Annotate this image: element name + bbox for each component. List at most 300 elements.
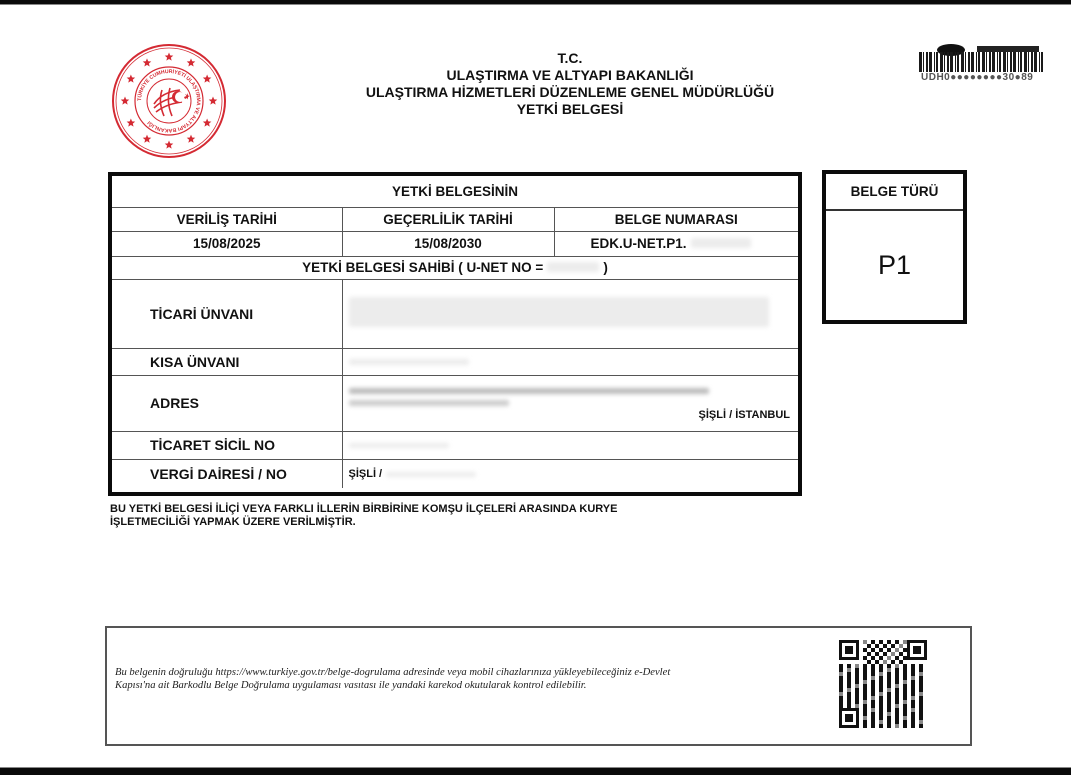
qr-module [911, 672, 915, 676]
qr-module [863, 696, 867, 700]
seal-star [143, 135, 152, 143]
owner-heading-text: YETKİ BELGESİ SAHİBİ ( U-NET NO = [302, 260, 544, 275]
qr-module [871, 640, 875, 644]
qr-module [919, 720, 923, 724]
document-number-value [554, 231, 798, 256]
qr-module [903, 676, 907, 680]
qr-module [903, 716, 907, 720]
qr-module [855, 680, 859, 684]
qr-module [903, 672, 907, 676]
qr-module [887, 664, 891, 668]
barcode-bar [968, 52, 970, 72]
barcode-bar [944, 52, 945, 72]
qr-module [863, 688, 867, 692]
qr-module [839, 692, 843, 696]
barcode-bar [947, 52, 949, 72]
qr-module [911, 700, 915, 704]
qr-module [839, 676, 843, 680]
qr-module [911, 720, 915, 724]
qr-module [879, 696, 883, 700]
qr-module [863, 640, 867, 644]
qr-module [883, 644, 887, 648]
qr-module [871, 684, 875, 688]
table-row [112, 431, 798, 459]
qr-module [903, 700, 907, 704]
qr-module [895, 664, 899, 668]
seal-star [187, 135, 196, 143]
qr-module [911, 716, 915, 720]
qr-module [871, 704, 875, 708]
tax-office-text: ŞİŞLİ / [348, 467, 383, 480]
qr-module [875, 652, 879, 656]
qr-module [911, 712, 915, 716]
qr-module [887, 676, 891, 680]
barcode-bar [936, 52, 938, 72]
barcode-bar [1031, 52, 1033, 72]
qr-module [887, 692, 891, 696]
header-directorate: ULAŞTIRMA HİZMETLERİ DÜZENLEME GENEL MÜDÜRLÜĞÜ [365, 84, 775, 100]
qr-module [887, 640, 891, 644]
qr-module [919, 708, 923, 712]
barcode-bar [982, 52, 985, 72]
qr-module [879, 684, 883, 688]
qr-module [895, 680, 899, 684]
qr-module [839, 680, 843, 684]
document-type-label: BELGE TÜRÜ [826, 174, 963, 211]
qr-module [855, 696, 859, 700]
seal-star [165, 141, 174, 149]
qr-module [879, 648, 883, 652]
qr-module [911, 692, 915, 696]
verification-text [115, 666, 815, 692]
qr-module [839, 688, 843, 692]
qr-module [879, 664, 883, 668]
qr-module [895, 716, 899, 720]
short-name-value [342, 348, 798, 375]
redacted-trade-registry [349, 443, 449, 448]
qr-module [863, 684, 867, 688]
redacted-unet-number [547, 262, 599, 272]
barcode-bar [986, 52, 987, 72]
qr-module [847, 704, 851, 708]
qr-module [903, 680, 907, 684]
barcode-bar [1010, 52, 1012, 72]
qr-module [863, 704, 867, 708]
qr-module [887, 724, 891, 728]
qr-module [887, 720, 891, 724]
barcode-bar [965, 52, 966, 72]
qr-module [871, 680, 875, 684]
qr-module [895, 700, 899, 704]
qr-module [871, 672, 875, 676]
qr-module [839, 672, 843, 676]
qr-module [911, 704, 915, 708]
qr-module [883, 652, 887, 656]
qr-module [871, 716, 875, 720]
seal-star [127, 75, 136, 83]
qr-module [903, 648, 907, 652]
qr-module [919, 724, 923, 728]
qr-module [919, 668, 923, 672]
qr-module [895, 696, 899, 700]
barcode-bar [1024, 52, 1027, 72]
short-name-label: KISA ÜNVANI [112, 348, 342, 375]
seal-star [121, 97, 130, 105]
qr-module [863, 708, 867, 712]
qr-module [887, 708, 891, 712]
barcode-bar [971, 52, 974, 72]
barcode-number: UDH0●●●●●●●●30●89 [921, 72, 1034, 83]
qr-module [883, 660, 887, 664]
qr-module [875, 644, 879, 648]
qr-module [911, 668, 915, 672]
qr-module [919, 692, 923, 696]
barcode-bar [976, 52, 977, 72]
qr-module [879, 724, 883, 728]
qr-module [871, 720, 875, 724]
qr-module [839, 664, 843, 668]
qr-module [895, 648, 899, 652]
qr-module [863, 724, 867, 728]
barcode [915, 38, 1050, 86]
notice-line-2: İŞLETMECİLİĞİ YAPMAK ÜZERE VERİLMİŞTİR. [110, 516, 356, 528]
barcode-bar [934, 52, 935, 72]
qr-module [879, 692, 883, 696]
redacted-short-name [349, 359, 469, 365]
qr-module [847, 684, 851, 688]
qr-module [855, 704, 859, 708]
qr-module [895, 688, 899, 692]
qr-module [919, 704, 923, 708]
qr-module [903, 704, 907, 708]
qr-module [871, 688, 875, 692]
qr-module [855, 672, 859, 676]
authorization-notice [110, 503, 750, 529]
qr-module [895, 672, 899, 676]
qr-module [895, 656, 899, 660]
barcode-bar [955, 52, 956, 72]
qr-module [871, 676, 875, 680]
qr-module [875, 660, 879, 664]
seal-star [203, 75, 212, 83]
document-type-value: P1 [877, 249, 912, 280]
qr-module [919, 664, 923, 668]
notice-line-1: BU YETKİ BELGESİ İLİÇİ VEYA FARKLI İLLERİN BİRBİRİNE KOMŞU İLÇELERİ ARASINDA KURYE [110, 503, 618, 515]
qr-module [871, 696, 875, 700]
col-validity-date-header: GEÇERLİLİK TARİHİ [342, 207, 554, 231]
qr-module [879, 688, 883, 692]
barcode-bar [926, 52, 928, 72]
ministry-seal-icon [110, 42, 228, 160]
qr-module [887, 716, 891, 720]
qr-module [855, 684, 859, 688]
qr-module [903, 640, 907, 644]
header-document-title: YETKİ BELGESİ [516, 101, 624, 117]
qr-module [847, 688, 851, 692]
seal-star [127, 119, 136, 127]
barcode-bar [1028, 52, 1029, 72]
qr-module [887, 672, 891, 676]
barcode-bar [1003, 52, 1006, 72]
barcode-bar [1018, 52, 1019, 72]
qr-module [895, 712, 899, 716]
qr-module [911, 696, 915, 700]
seal-star [209, 97, 218, 105]
qr-module [847, 696, 851, 700]
barcode-bar [923, 52, 924, 72]
qr-module [847, 680, 851, 684]
address-value [342, 375, 798, 431]
qr-module [919, 688, 923, 692]
qr-module [887, 700, 891, 704]
qr-module [895, 676, 899, 680]
qr-module [895, 684, 899, 688]
qr-module [903, 656, 907, 660]
frame-bottom-border [0, 768, 1071, 775]
qr-module [887, 704, 891, 708]
qr-module [879, 704, 883, 708]
table-title: YETKİ BELGESİNİN [112, 176, 798, 207]
validity-date-value: 15/08/2030 [342, 231, 554, 256]
qr-module [847, 664, 851, 668]
barcode-bar [929, 52, 932, 72]
qr-module [879, 640, 883, 644]
qr-module [879, 712, 883, 716]
owner-heading [112, 256, 798, 279]
qr-module [895, 724, 899, 728]
barcode-bar [957, 52, 959, 72]
qr-module [855, 700, 859, 704]
qr-module [887, 696, 891, 700]
qr-module [839, 668, 843, 672]
barcode-bar [989, 52, 991, 72]
qr-module [911, 684, 915, 688]
barcode-bar [999, 52, 1001, 72]
address-label: ADRES [112, 375, 342, 431]
barcode-bar [1041, 52, 1043, 72]
qr-module [891, 644, 895, 648]
redacted-address-line1 [349, 388, 709, 394]
trade-registry-label: TİCARET SİCİL NO [112, 431, 342, 459]
barcode-bar [1020, 52, 1022, 72]
barcode-bar [950, 52, 953, 72]
qr-module [839, 700, 843, 704]
qr-module [879, 708, 883, 712]
seal-ring-text: TÜRKİYE CUMHURİYETİ ULAŞTIRMA VE ALTYAPI BAKANLIĞI [136, 68, 202, 134]
qr-module [863, 676, 867, 680]
qr-module [863, 668, 867, 672]
qr-module [863, 648, 867, 652]
qr-module [871, 664, 875, 668]
tax-office-value [342, 459, 798, 488]
qr-module [895, 704, 899, 708]
qr-module [887, 680, 891, 684]
verification-line-1: Bu belgenin doğruluğu https://www.turkiye.gov.tr/belge-dogrulama adresinde veya mobil cihazlarınıza yükleyebileceğiniz e-Devlet [115, 667, 671, 678]
qr-module [887, 648, 891, 652]
redacted-address-line2 [349, 400, 509, 406]
qr-module [879, 676, 883, 680]
qr-module [903, 668, 907, 672]
qr-module [863, 716, 867, 720]
qr-module [919, 700, 923, 704]
qr-module [903, 688, 907, 692]
seal-star [187, 58, 196, 66]
barcode-bar [1007, 52, 1008, 72]
barcode-bar [919, 52, 922, 72]
qr-module [895, 692, 899, 696]
document-header [330, 50, 810, 118]
qr-code-icon[interactable] [839, 640, 927, 728]
header-ministry: ULAŞTIRMA VE ALTYAPI BAKANLIĞI [446, 67, 694, 83]
trade-name-value [342, 279, 798, 348]
barcode-icon [917, 44, 1047, 74]
redacted-document-number [691, 238, 751, 248]
qr-module [863, 672, 867, 676]
qr-module [919, 696, 923, 700]
qr-module [903, 708, 907, 712]
qr-module [895, 720, 899, 724]
qr-module [867, 652, 871, 656]
table-row [112, 348, 798, 375]
qr-module [919, 676, 923, 680]
qr-module [887, 684, 891, 688]
qr-module [855, 688, 859, 692]
qr-module [903, 696, 907, 700]
address-district-city: ŞİŞLİ / İSTANBUL [698, 409, 790, 421]
barcode-bar [1034, 52, 1037, 72]
barcode-bar [992, 52, 995, 72]
qr-module [847, 668, 851, 672]
qr-module [855, 664, 859, 668]
qr-module [903, 692, 907, 696]
qr-module [919, 716, 923, 720]
qr-module [891, 660, 895, 664]
qr-module [911, 688, 915, 692]
qr-module [871, 692, 875, 696]
qr-module [919, 712, 923, 716]
qr-module [879, 716, 883, 720]
qr-module [887, 688, 891, 692]
qr-module [847, 676, 851, 680]
owner-heading-close: ) [603, 260, 608, 275]
qr-module [895, 640, 899, 644]
qr-module [899, 660, 903, 664]
qr-module [919, 672, 923, 676]
qr-module [863, 680, 867, 684]
qr-module [855, 676, 859, 680]
qr-module [867, 660, 871, 664]
barcode-bar [997, 52, 998, 72]
qr-module [903, 712, 907, 716]
qr-module [871, 656, 875, 660]
qr-module [871, 648, 875, 652]
qr-module [879, 680, 883, 684]
qr-module [855, 692, 859, 696]
qr-module [911, 680, 915, 684]
qr-module [863, 712, 867, 716]
document-number-text: EDK.U-NET.P1. [590, 236, 687, 251]
verification-box [105, 626, 972, 746]
qr-module [871, 708, 875, 712]
qr-module [895, 708, 899, 712]
qr-module [867, 644, 871, 648]
qr-module [903, 724, 907, 728]
qr-module [903, 720, 907, 724]
table-row [112, 279, 798, 348]
qr-module [847, 692, 851, 696]
qr-module [911, 708, 915, 712]
qr-module [919, 684, 923, 688]
verification-line-2: Kapısı'na ait Barkodlu Belge Doğrulama uygulaması vasıtası ile yandaki karekod okutularak kontrol edilebilir. [115, 680, 587, 691]
barcode-bar [1013, 52, 1016, 72]
qr-module [919, 680, 923, 684]
qr-module [863, 656, 867, 660]
qr-module [871, 712, 875, 716]
table-row [112, 375, 798, 431]
authorization-info-table [108, 172, 802, 496]
qr-module [879, 656, 883, 660]
qr-module [879, 672, 883, 676]
qr-module [899, 652, 903, 656]
qr-module [911, 724, 915, 728]
qr-module [891, 652, 895, 656]
col-issue-date-header: VERİLİŞ TARİHİ [112, 207, 342, 231]
barcode-bar [1039, 52, 1040, 72]
tax-office-label: VERGİ DAİRESİ / NO [112, 459, 342, 488]
header-tc: T.C. [557, 50, 583, 66]
qr-module [899, 644, 903, 648]
qr-module [863, 720, 867, 724]
qr-module [839, 704, 843, 708]
qr-module [863, 700, 867, 704]
barcode-bar [961, 52, 964, 72]
col-document-number-header: BELGE NUMARASI [554, 207, 798, 231]
qr-module [903, 664, 907, 668]
qr-module [879, 720, 883, 724]
qr-module [879, 668, 883, 672]
frame-top-line [0, 4, 1071, 5]
qr-module [847, 700, 851, 704]
qr-module [887, 656, 891, 660]
trade-registry-value [342, 431, 798, 459]
qr-module [863, 692, 867, 696]
qr-module [871, 700, 875, 704]
qr-module [887, 668, 891, 672]
qr-module [871, 724, 875, 728]
seal-star [165, 53, 174, 61]
redacted-trade-name [349, 297, 769, 327]
qr-module [855, 668, 859, 672]
document-type-box [822, 170, 967, 324]
qr-module [887, 712, 891, 716]
qr-module [871, 668, 875, 672]
qr-module [879, 700, 883, 704]
qr-module [847, 672, 851, 676]
barcode-bar [940, 52, 943, 72]
qr-module [863, 664, 867, 668]
barcode-bar [978, 52, 980, 72]
trade-name-label: TİCARİ ÜNVANI [112, 279, 342, 348]
qr-module [839, 684, 843, 688]
qr-module [839, 696, 843, 700]
issue-date-value: 15/08/2025 [112, 231, 342, 256]
qr-module [903, 684, 907, 688]
table-row [112, 459, 798, 488]
qr-module [895, 668, 899, 672]
qr-module [911, 664, 915, 668]
seal-star [143, 58, 152, 66]
seal-star [203, 119, 212, 127]
